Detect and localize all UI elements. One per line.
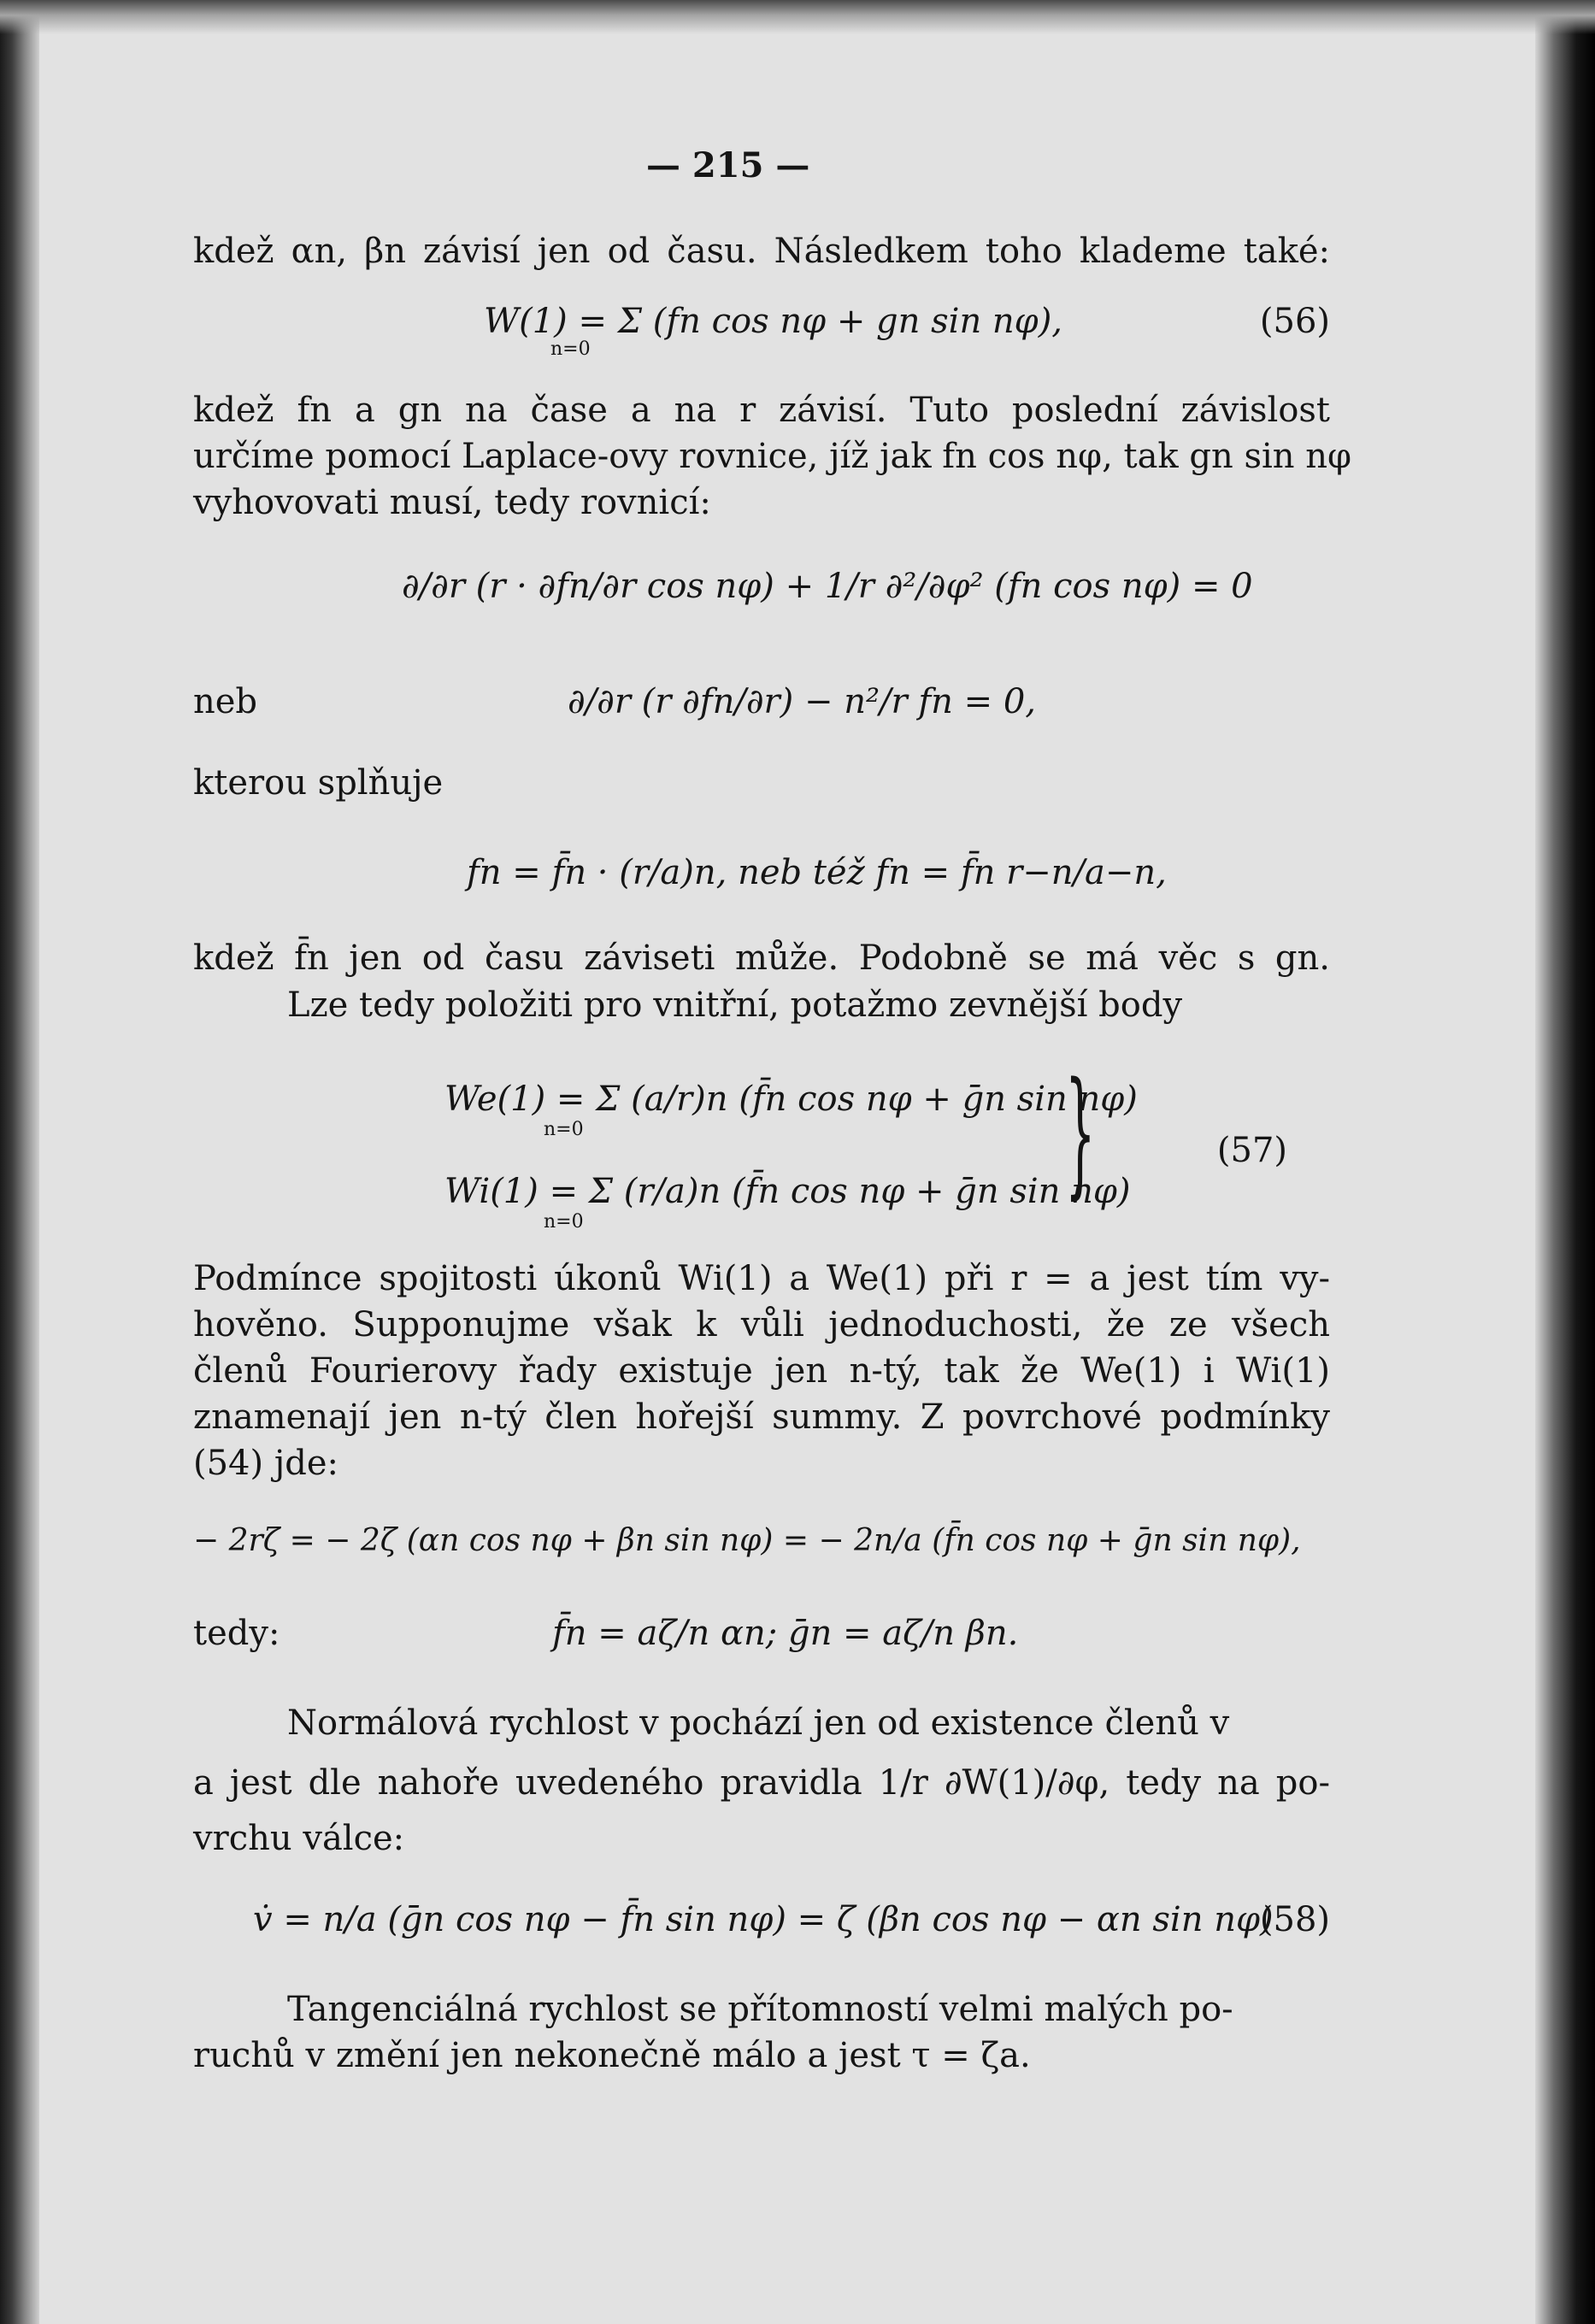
equation-57-brace: } (1065, 1052, 1096, 1212)
scan-shadow-left (0, 0, 39, 2324)
equation-boundary: − 2rζ = − 2ζ (αn cos nφ + βn sin nφ) = − 2n/a (f̄n cos nφ + ḡn sin nφ), (193, 1523, 1301, 1558)
text-line-12: Normálová rychlost v pochází jen od existence členů v (287, 1703, 1230, 1743)
equation-solution: fn = f̄n · (r/a)n, neb též fn = f̄n r−n/a−n, (467, 853, 1167, 892)
scan-shadow-top (0, 0, 1595, 34)
text-line-1: kdež αn, βn závisí jen od času. Následkem toho klademe také: (193, 232, 1330, 271)
text-line-14: vrchu válce: (193, 1819, 405, 1858)
text-line-5: kdež f̄n jen od času záviseti může. Podobně se má věc s gn. (193, 938, 1330, 978)
text-line-10: znamenají jen n-tý člen hořejší summy. Z povrchové podmínky (193, 1397, 1330, 1437)
book-page (193, 128, 1352, 2248)
neb-label: neb (193, 682, 258, 721)
equation-56-sum-index: n=0 (550, 338, 591, 360)
equation-57a-sum-index: n=0 (544, 1119, 584, 1140)
equation-57b-sum-index: n=0 (544, 1211, 584, 1233)
text-line-7: Podmínce spojitosti úkonů Wi(1) a We(1) při r = a jest tím vy- (193, 1259, 1330, 1298)
text-line-15: Tangenciálná rychlost se přítomností velmi malých po- (287, 1990, 1233, 2029)
text-line-9: členů Fourierovy řady existuje jen n-tý, tak že We(1) i Wi(1) (193, 1351, 1330, 1391)
equation-radial: ∂/∂r (r ∂fn/∂r) − n²/r fn = 0, (568, 682, 1036, 721)
equation-number-58: (58) (1259, 1900, 1330, 1939)
equation-58: v̇ = n/a (ḡn cos nφ − f̄n sin nφ) = ζ (βn cos nφ − αn sin nφ) (253, 1900, 1274, 1939)
equation-57-exterior: We(1) = Σ (a/r)n (f̄n cos nφ + ḡn sin nφ) (444, 1080, 1138, 1119)
text-line-2: kdež fn a gn na čase a na r závisí. Tuto poslední závislost (193, 391, 1330, 430)
kterou-label: kterou splňuje (193, 763, 444, 803)
equation-56: W(1) = Σ (fn cos nφ + gn sin nφ), (484, 302, 1063, 341)
equation-laplace: ∂/∂r (r · ∂fn/∂r cos nφ) + 1/r ∂²/∂φ² (fn cos nφ) = 0 (402, 567, 1253, 606)
text-line-6: Lze tedy položiti pro vnitřní, potažmo zevnější body (287, 985, 1183, 1025)
text-line-16: ruchů v změní jen nekonečně málo a jest τ = ζa. (193, 2036, 1031, 2075)
scan-shadow-right (1535, 0, 1595, 2324)
equation-57-interior: Wi(1) = Σ (r/a)n (f̄n cos nφ + ḡn sin nφ) (444, 1172, 1131, 1211)
equation-number-56: (56) (1259, 302, 1330, 341)
equation-number-57: (57) (1216, 1131, 1287, 1170)
text-line-13: a jest dle nahoře uvedeného pravidla 1/r ∂W(1)/∂φ, tedy na po- (193, 1763, 1330, 1803)
text-line-3: určíme pomocí Laplace-ovy rovnice, jíž jak fn cos nφ, tak gn sin nφ (193, 437, 1352, 476)
page-number: — 215 — (646, 145, 810, 185)
text-line-8: hověno. Supponujme však k vůli jednoduchosti, že ze všech (193, 1305, 1330, 1344)
text-line-4: vyhovovati musí, tedy rovnicí: (193, 483, 711, 522)
equation-coefficients: f̄n = aζ/n αn; ḡn = aζ/n βn. (552, 1614, 1019, 1653)
tedy-label: tedy: (193, 1614, 280, 1653)
text-line-11: (54) jde: (193, 1444, 338, 1483)
